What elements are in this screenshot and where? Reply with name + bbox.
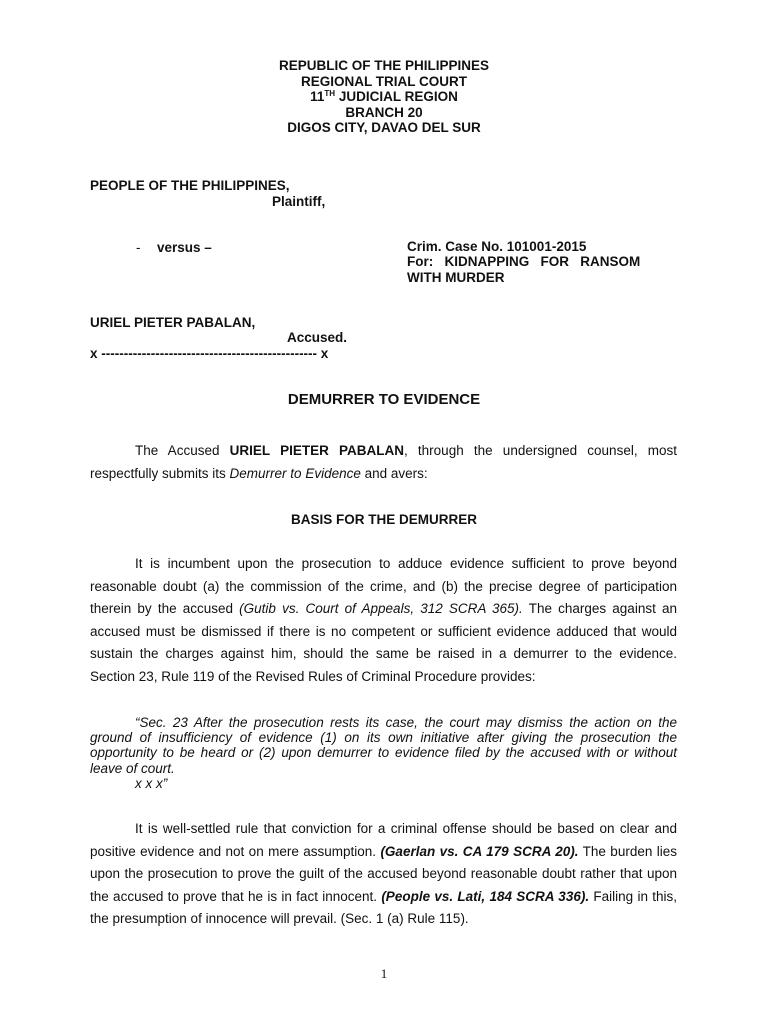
basis-paragraph (90, 553, 677, 689)
region-ordinal: TH (324, 89, 336, 98)
burden-text-c: The burden lies upon the prosecution to prove the guilt of the accused beyond reasonable doubt rather that upon the accused to prove that he is in fact innocent. (90, 843, 677, 904)
header-line-republic: REPUBLIC OF THE PHILIPPINES (278, 58, 490, 73)
accused-role: Accused. (287, 330, 348, 345)
header-line-court: REGIONAL TRIAL COURT (300, 73, 467, 89)
rule-quotation (90, 715, 677, 791)
versus-dash: - (136, 240, 141, 255)
basis-text-c: The charges against an accused must be dismissed if there is no competent or sufficient evidence adduced that would sustain the charges against him, should the same be raised in a demurrer to the evidence. Section 23, Rule 119 of the Revised Rules of Criminal Procedure provides: (90, 601, 677, 684)
burden-paragraph (90, 818, 677, 931)
intro-text-a: The Accused (135, 443, 230, 458)
burden-text-a: It is well-settled rule that conviction for a criminal offense should be based on clear and positive evidence and not on mere assumption. (90, 821, 677, 859)
burden-text-e: Failing in this, the presumption of innocence will prevail. (Sec. 1 (a) Rule 115). (90, 888, 677, 927)
intro-text-c: , through the undersigned counsel, most respectfully submits its (90, 443, 677, 481)
case-offense-line2: WITH MURDER (407, 270, 505, 285)
demurrer-inline: Demurrer to Evidence (229, 465, 361, 481)
page-number: 1 (380, 966, 388, 981)
citation-lati: (People vs. Lati, 184 SCRA 336). (381, 888, 590, 904)
header-line-region (0, 89, 768, 105)
header-line-city: DIGOS CITY, DAVAO DEL SUR (287, 120, 481, 135)
plaintiff-role: Plaintiff, (272, 194, 326, 209)
quotation-tail: x x x” (135, 775, 168, 791)
region-text: JUDICIAL REGION (335, 89, 458, 104)
case-number: Crim. Case No. 101001-2015 (407, 239, 587, 254)
versus-label: versus – (157, 240, 212, 255)
basis-text-a: It is incumbent upon the prosecution to adduce evidence sufficient to prove beyond reasonable doubt (a) the commission of the crime, and (b) the precise degree of participation therein by the accused (90, 556, 677, 617)
document-title: DEMURRER TO EVIDENCE (287, 391, 481, 408)
citation-gaerlan: (Gaerlan vs. CA 179 SCRA 20). (380, 843, 579, 859)
section-heading: BASIS FOR THE DEMURRER (290, 512, 477, 527)
accused-name: URIEL PIETER PABALAN, (90, 315, 256, 330)
accused-name-inline: URIEL PIETER PABALAN (229, 443, 404, 458)
region-number: 11 (310, 89, 325, 104)
header-line-branch: BRANCH 20 (345, 104, 423, 120)
court-header (0, 58, 768, 136)
quotation-text: “Sec. 23 After the prosecution rests its case, the court may dismiss the action on the ground of insufficiency of evidence (1) on its own initiative after giving the prosecution the opportunity to be heard or (2) upon demurrer to evidence filed by the accused with or without leave of court. (90, 715, 677, 776)
citation-gutib: (Gutib vs. Court of Appeals, 312 SCRA 365). (239, 601, 523, 617)
intro-paragraph (90, 440, 677, 485)
caption-separator: x ------------------------------------------------ x (90, 346, 329, 361)
case-offense-line1: For: KIDNAPPING FOR RANSOM (407, 254, 641, 269)
plaintiff-name: PEOPLE OF THE PHILIPPINES, (90, 178, 290, 193)
intro-text-e: and avers: (360, 465, 428, 481)
